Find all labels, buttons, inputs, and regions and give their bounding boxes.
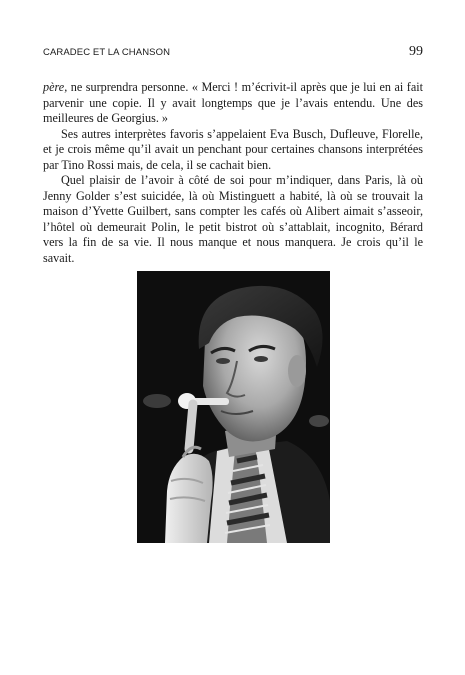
portrait-photo xyxy=(137,271,330,543)
paragraph-3: Quel plaisir de l’avoir à côté de soi pour m’indiquer, dans Paris, là où Jenny Golder s’est suicidée, là où Mistinguett a habité, là où se trouvait la maison d’Yvette Guilbert, sans compter les cafés où Alibert aimait s’asseoir, l’hôtel où demeurait Polin, le petit bistrot où s’attablait, incognito, Bérard vers la fin de sa vie. Il nous manque et nous manquera. Je crois qu’il le savait. xyxy=(43,173,423,265)
running-title: CARADEC ET LA CHANSON xyxy=(43,47,171,58)
paragraph-1-italic-lead: père, xyxy=(43,80,68,94)
running-head xyxy=(43,44,423,60)
page-number: 99 xyxy=(409,44,423,59)
body-text xyxy=(43,80,423,266)
paragraph-2: Ses autres interprètes favoris s’appelaient Eva Busch, Dufleuve, Florelle, et je crois même qu’il avait un penchant pour certaines chansons interprétées par Tino Rossi mais, de cela, il se cachait bien. xyxy=(43,126,423,172)
portrait-photo-drawing xyxy=(137,271,330,543)
paragraph-1 xyxy=(43,80,423,127)
paragraph-1-text: ne surprendra personne. « Merci ! m’écrivit-il après que je lui en ai fait parvenir une copie. Il y avait longtemps que je l’avais entendu. Une des meilleures de Georgius. » xyxy=(43,80,423,125)
